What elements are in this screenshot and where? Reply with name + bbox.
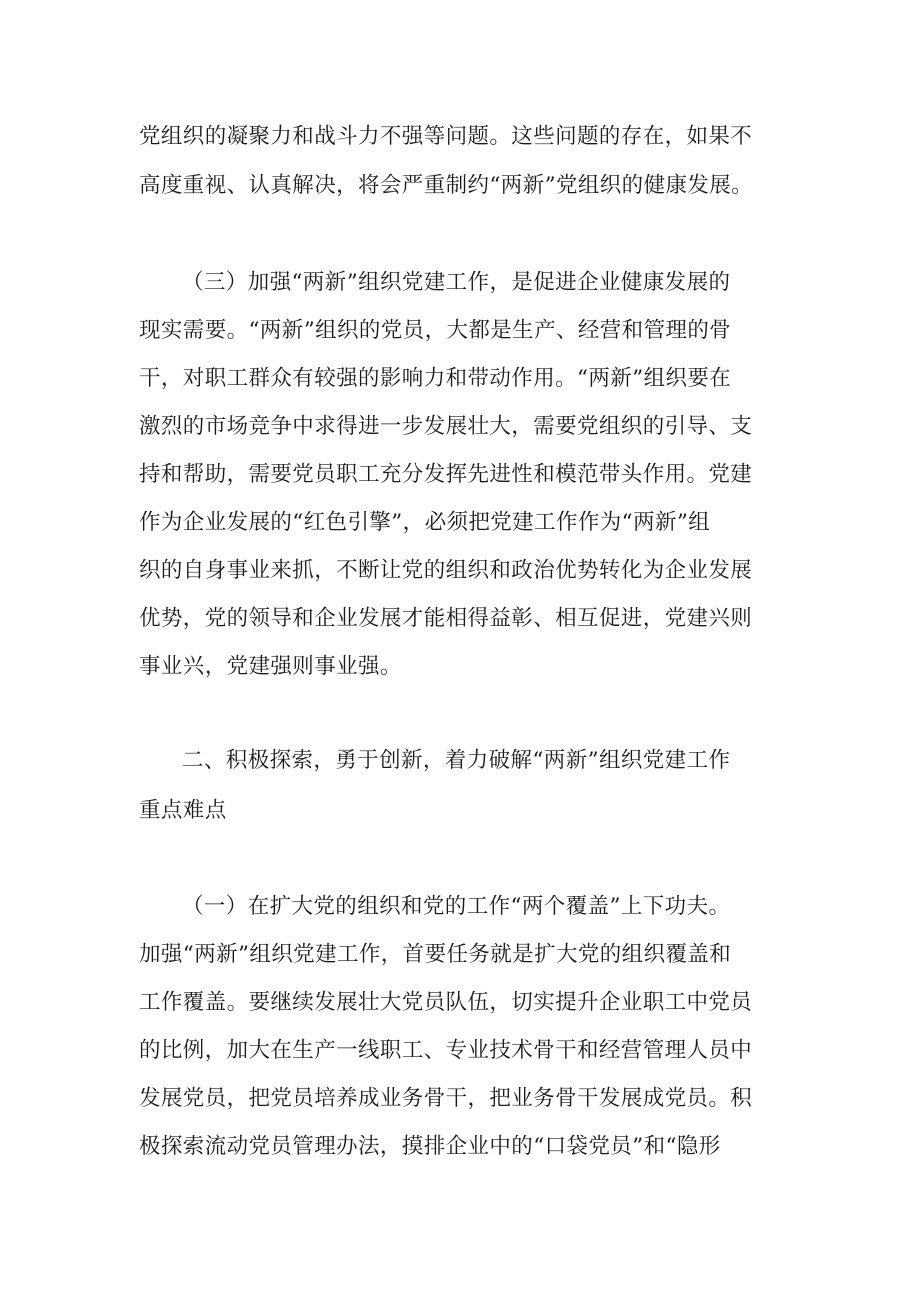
paragraph-line: 持和帮助，需要党员职工充分发挥先进性和模范带头作用。党建 [139, 462, 753, 487]
paragraph-line: 加强“两新”组织党建工作，首要任务就是扩大党的组织覆盖和 [139, 942, 732, 967]
paragraph-line: 作为企业发展的“红色引擎”，必须把党建工作作为“两新”组 [139, 510, 711, 535]
paragraph-line: 极探索流动党员管理办法，摸排企业中的“口袋党员”和“隐形 [139, 1134, 721, 1159]
paragraph-line: 发展党员，把党员培养成业务骨干，把业务骨干发展成党员。积 [139, 1086, 753, 1111]
paragraph-line: （一）在扩大党的组织和党的工作“两个覆盖”上下功夫。 [182, 894, 731, 919]
paragraph-line: 激烈的市场竞争中求得进一步发展壮大，需要党组织的引导、支 [139, 414, 753, 439]
paragraph-line: 事业兴，党建强则事业强。 [139, 654, 402, 679]
paragraph-line: 现实需要。“两新”组织的党员，大都是生产、经营和管理的骨 [139, 318, 732, 343]
paragraph-line: 高度重视、认真解决，将会严重制约“两新”党组织的健康发展。 [139, 173, 754, 198]
paragraph-line: 优势，党的领导和企业发展才能相得益彰、相互促进，党建兴则 [139, 606, 753, 631]
paragraph-line: 干，对职工群众有较强的影响力和带动作用。“两新”组织要在 [139, 366, 732, 391]
section-heading: 二、积极探索，勇于创新，着力破解“两新”组织党建工作 [182, 748, 731, 773]
paragraph-line: 党组织的凝聚力和战斗力不强等问题。这些问题的存在，如果不 [139, 124, 753, 149]
paragraph-line: 织的自身事业来抓，不断让党的组织和政治优势转化为企业发展 [139, 558, 753, 583]
paragraph-line: （三）加强“两新”组织党建工作，是促进企业健康发展的 [182, 270, 731, 295]
paragraph-line: 的比例，加大在生产一线职工、专业技术骨干和经营管理人员中 [139, 1038, 753, 1063]
paragraph-line: 工作覆盖。要继续发展壮大党员队伍，切实提升企业职工中党员 [139, 990, 753, 1015]
section-heading: 重点难点 [139, 798, 227, 823]
